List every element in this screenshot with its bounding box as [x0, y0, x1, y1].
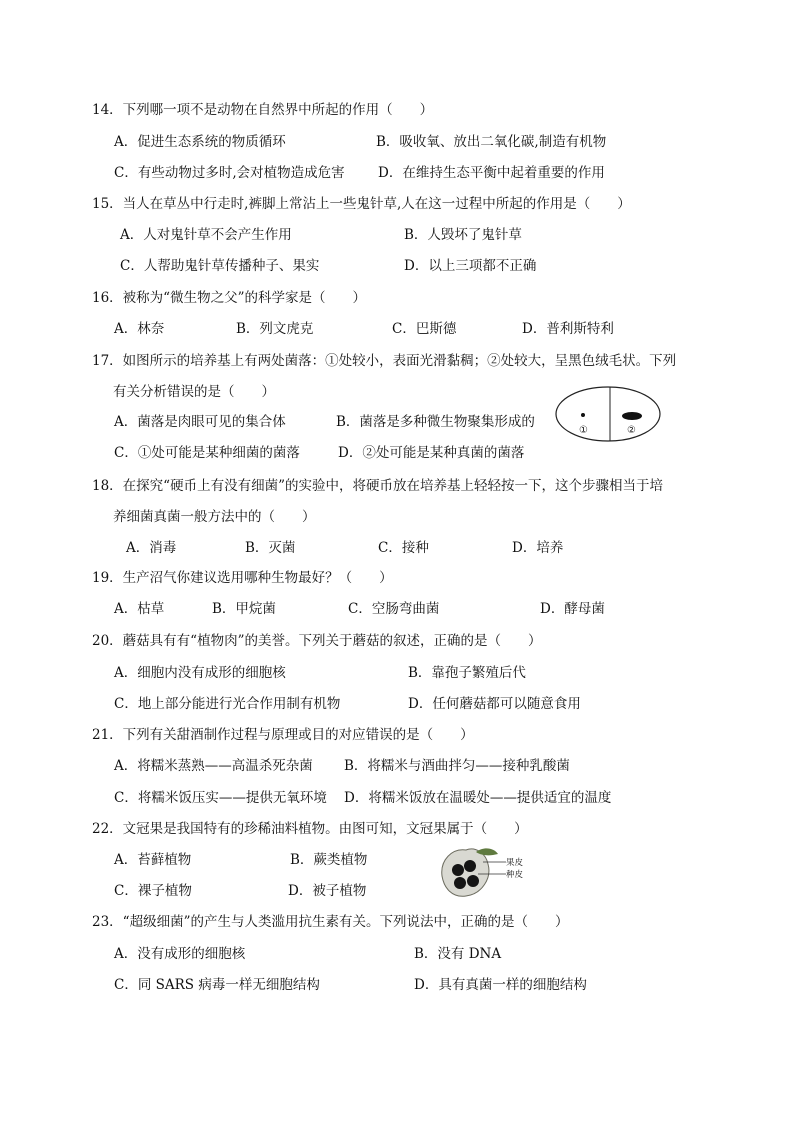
question-14-stem: 14．下列哪一项不是动物在自然界中所起的作用（ ）	[92, 102, 434, 118]
question-15-option-a: A．人对鬼针草不会产生作用	[120, 227, 292, 243]
question-17-option-d: D．②处可能是某种真菌的菌落	[338, 445, 525, 461]
question-21-option-c: C．将糯米饭压实——提供无氧环境	[114, 790, 327, 806]
question-18-option-b: B．灭菌	[245, 540, 296, 556]
question-15-option-c: C．人帮助鬼针草传播种子、果实	[120, 258, 320, 274]
question-23-option-a: A．没有成形的细胞核	[114, 946, 246, 962]
question-17-option-b: B．菌落是多种微生物聚集形成的	[336, 414, 535, 430]
question-21-option-d: D．将糯米饭放在温暖处——提供适宜的温度	[344, 790, 612, 806]
colony-2-label: ②	[627, 425, 636, 436]
question-20-option-d: D．任何蘑菇都可以随意食用	[408, 696, 581, 712]
question-16-option-d: D．普利斯特利	[522, 321, 614, 337]
seed-coat-label: 种皮	[506, 870, 524, 880]
question-17-stem: 17．如图所示的培养基上有两处菌落：①处较小，表面光滑黏稠；②处较大，呈黑色绒毛状。下列	[92, 353, 677, 369]
question-14-option-b: B．吸收氧、放出二氧化碳,制造有机物	[376, 134, 607, 150]
question-20-option-a: A．细胞内没有成形的细胞核	[114, 665, 286, 681]
question-22-option-d: D．被子植物	[288, 883, 367, 899]
seed-2	[464, 860, 476, 872]
pericarp-label: 果皮	[506, 858, 524, 868]
question-22-stem: 22．文冠果是我国特有的珍稀油料植物。由图可知，文冠果属于（ ）	[92, 821, 528, 837]
question-19-option-a: A．枯草	[114, 601, 165, 617]
question-15-option-b: B．人毁坏了鬼针草	[404, 227, 522, 243]
question-16-option-c: C．巴斯德	[392, 321, 457, 337]
seed-3	[454, 877, 466, 889]
question-21-stem: 21．下列有关甜酒制作过程与原理或目的对应错误的是（ ）	[92, 727, 474, 743]
question-18-stem: 18．在探究“硬币上有没有细菌”的实验中，将硬币放在培养基上轻轻按一下，这个步骤相当于培	[92, 478, 663, 494]
question-23-option-d: D．具有真菌一样的细胞结构	[414, 977, 587, 993]
question-14-option-c: C．有些动物过多时,会对植物造成危害	[114, 165, 345, 181]
question-18-stem-continued: 养细菌真菌一般方法中的（ ）	[113, 509, 316, 525]
question-17-option-c: C．①处可能是某种细菌的菌落	[114, 445, 300, 461]
question-14-option-d: D．在维持生态平衡中起着重要的作用	[378, 165, 605, 181]
question-16-option-a: A．林奈	[114, 321, 165, 337]
question-21-option-b: B．将糯米与酒曲拌匀——接种乳酸菌	[344, 758, 570, 774]
question-19-option-b: B．甲烷菌	[212, 601, 276, 617]
question-19-option-c: C．空肠弯曲菌	[348, 601, 440, 617]
question-22-option-a: A．苔藓植物	[114, 852, 192, 868]
question-18-option-a: A．消毒	[126, 540, 177, 556]
question-23-option-b: B．没有 DNA	[414, 946, 502, 962]
question-16-option-b: B．列文虎克	[236, 321, 314, 337]
question-16-stem: 16．被称为“微生物之父”的科学家是（ ）	[92, 290, 366, 306]
question-20-option-c: C．地上部分能进行光合作用制有机物	[114, 696, 341, 712]
seed-4	[467, 875, 479, 887]
wenguanguo-fruit-figure	[436, 842, 532, 900]
question-19-option-d: D．酵母菌	[540, 601, 605, 617]
question-20-stem: 20．蘑菇具有有“植物肉”的美誉。下列关于蘑菇的叙述，正确的是（ ）	[92, 633, 542, 649]
colony-1-dot	[581, 413, 585, 417]
question-15-option-d: D．以上三项都不正确	[404, 258, 537, 274]
petri-dish-outline	[556, 387, 660, 441]
seed-1	[452, 864, 464, 876]
question-15-stem: 15．当人在草丛中行走时,裤脚上常沾上一些鬼针草,人在这一过程中所起的作用是（ ）	[92, 196, 631, 212]
petri-dish-figure	[554, 384, 662, 444]
question-20-option-b: B．靠孢子繁殖后代	[408, 665, 526, 681]
question-23-option-c: C．同 SARS 病毒一样无细胞结构	[114, 977, 320, 993]
colony-1-label: ①	[579, 425, 588, 436]
question-21-option-a: A．将糯米蒸熟——高温杀死杂菌	[114, 758, 313, 774]
question-18-option-c: C．接种	[378, 540, 429, 556]
question-22-option-c: C．裸子植物	[114, 883, 192, 899]
question-14-option-a: A．促进生态系统的物质循环	[114, 134, 286, 150]
fruit-peel-shape	[442, 849, 489, 896]
question-17-option-a: A．菌落是肉眼可见的集合体	[114, 414, 286, 430]
question-18-option-d: D．培养	[512, 540, 564, 556]
colony-2-blob	[622, 412, 642, 420]
question-19-stem: 19．生产沼气你建议选用哪种生物最好？（ ）	[92, 570, 393, 586]
question-17-stem-continued: 有关分析错误的是（ ）	[113, 384, 275, 400]
question-23-stem: 23．“超级细菌”的产生与人类滥用抗生素有关。下列说法中，正确的是（ ）	[92, 914, 569, 930]
question-22-option-b: B．蕨类植物	[290, 852, 368, 868]
